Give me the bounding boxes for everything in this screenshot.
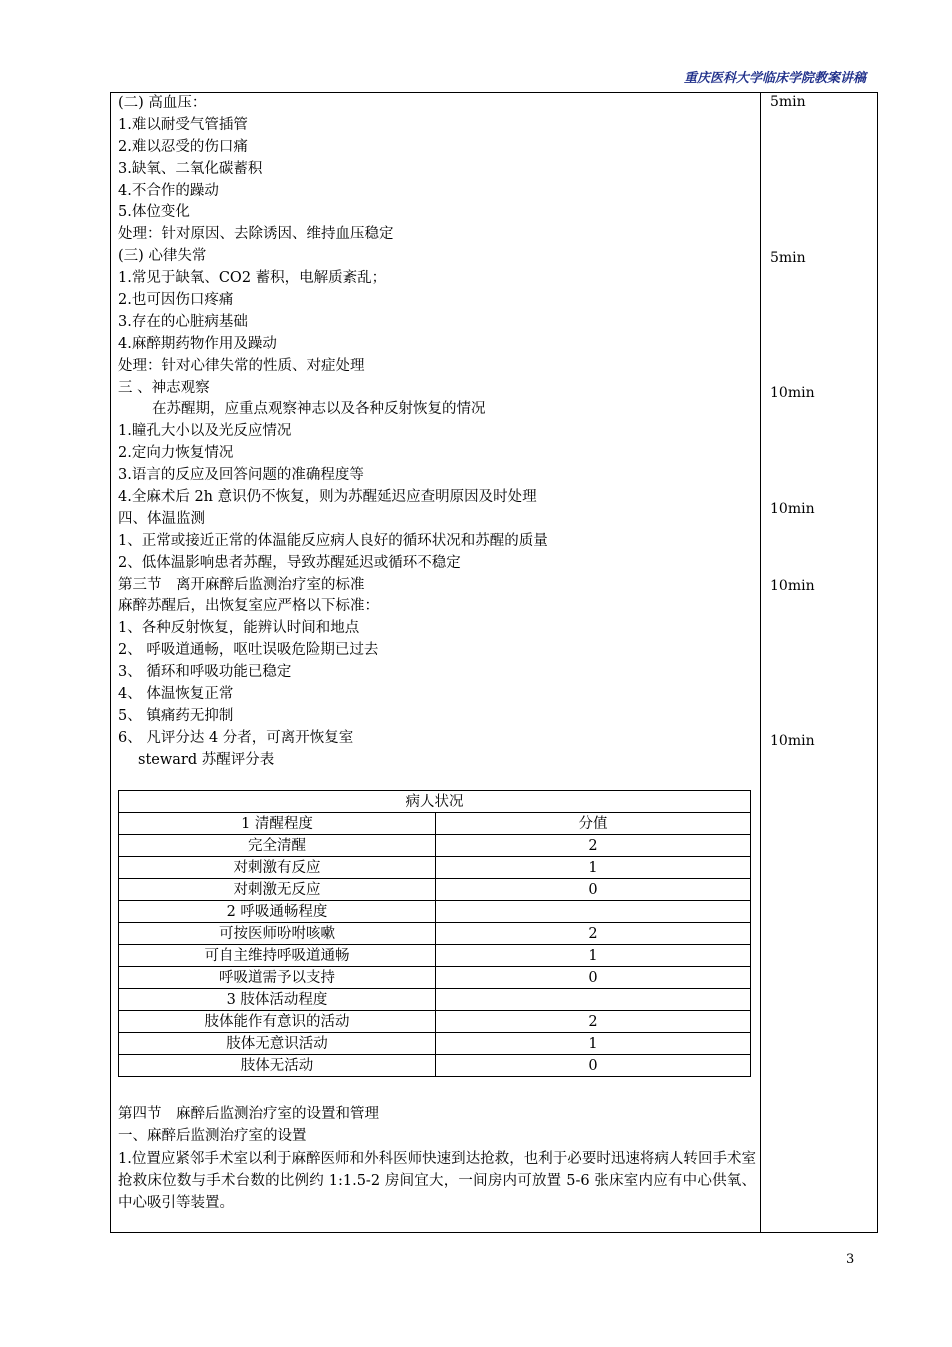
text-line: 在苏醒期，应重点观察神志以及各种反射恢复的情况 [152,401,486,418]
lecture-body [118,93,756,772]
text-line: 4.全麻术后 2h 意识仍不恢复，则为苏醒延迟应查明原因及时处理 [118,489,537,506]
text-line: 4、 体温恢复正常 [118,686,234,703]
table-row: 2 呼吸通畅程度 [119,901,751,923]
text-line: 6、 凡评分达 4 分者，可离开恢复室 [118,729,354,746]
text-line: 三 、神志观察 [118,379,210,396]
text-line: 处理：针对心律失常的性质、对症处理 [118,357,365,374]
text-line: 3、 循环和呼吸功能已稳定 [118,664,292,681]
text-line: 5、 镇痛药无抑制 [118,707,234,724]
time-label: 5min [770,94,806,110]
table-row: 3 肢体活动程度 [119,989,751,1011]
time-label: 10min [770,578,815,594]
text-line: 2.难以忍受的伤口痛 [118,138,248,155]
text-line: (三) 心律失常 [118,248,207,265]
text-line: 2.定向力恢复情况 [118,445,234,462]
text-line: 第三节 离开麻醉后监测治疗室的标准 [118,576,365,593]
section-four [118,1104,756,1214]
steward-score-table [118,790,751,1077]
text-line: 1.瞳孔大小以及光反应情况 [118,423,292,440]
text-line: 四、体温监测 [118,510,205,527]
table-row: 对刺激有反应 1 [119,857,751,879]
column-divider [760,92,761,1233]
text-line: 4.不合作的躁动 [118,182,219,199]
document-header: 重庆医科大学临床学院教案讲稿 [683,71,866,86]
time-label: 10min [770,501,815,517]
text-line: 3.存在的心脏病基础 [118,313,248,330]
text-line: 2.也可因伤口疼痛 [118,292,234,309]
text-line: 1.常见于缺氧、CO2 蓄积，电解质紊乱； [118,270,387,287]
text-line: steward 苏醒评分表 [138,751,275,768]
time-label: 5min [770,250,806,266]
text-line: 1、各种反射恢复，能辨认时间和地点 [118,620,360,637]
table-row: 1 清醒程度 分值 [119,813,751,835]
text-line: 2、低体温影响患者苏醒，导致苏醒延迟或循环不稳定 [118,554,461,571]
section-heading: 第四节 麻醉后监测治疗室的设置和管理 [118,1106,379,1122]
text-line: 4.麻醉期药物作用及躁动 [118,335,277,352]
table-row: 肢体无意识活动 1 [119,1033,751,1055]
text-line: (二) 高血压： [118,95,207,111]
table-row: 可自主维持呼吸道通畅 1 [119,945,751,967]
text-line: 3.语言的反应及回答问题的准确程度等 [118,467,364,484]
page-number: 3 [846,1252,855,1267]
text-line: 麻醉苏醒后，出恢复室应严格以下标准： [118,598,379,615]
table-row: 肢体能作有意识的活动 2 [119,1011,751,1033]
table-row: 可按医师吩咐咳嗽 2 [119,923,751,945]
text-line: 1.难以耐受气管插管 [118,116,248,133]
table-title: 病人状况 [119,791,751,813]
table-row: 对刺激无反应 0 [119,879,751,901]
table-row: 完全清醒 2 [119,835,751,857]
subsection-heading: 一、麻醉后监测治疗室的设置 [118,1127,307,1144]
time-label: 10min [770,733,815,749]
time-label: 10min [770,385,815,401]
text-line: 1、正常或接近正常的体温能反应病人良好的循环状况和苏醒的质量 [118,532,548,549]
paragraph: 1.位置应紧邻手术室以利于麻醉医师和外科医师快速到达抢救，也利于必要时迅速将病人转回手术室抢救床位数与手术台数的比例约 1:1.5-2 房间宜大，一间房内可放置 5-6 张床室内应有中心供氧、中心吸引等装置。 [118,1150,756,1211]
table-row: 呼吸道需予以支持 0 [119,967,751,989]
text-line: 处理：针对原因、去除诱因、维持血压稳定 [118,226,394,243]
text-line: 5.体位变化 [118,204,190,221]
table-row: 肢体无活动 0 [119,1055,751,1077]
text-line: 2、 呼吸道通畅，呕吐误吸危险期已过去 [118,642,379,659]
text-line: 3.缺氧、二氧化碳蓄积 [118,160,263,177]
